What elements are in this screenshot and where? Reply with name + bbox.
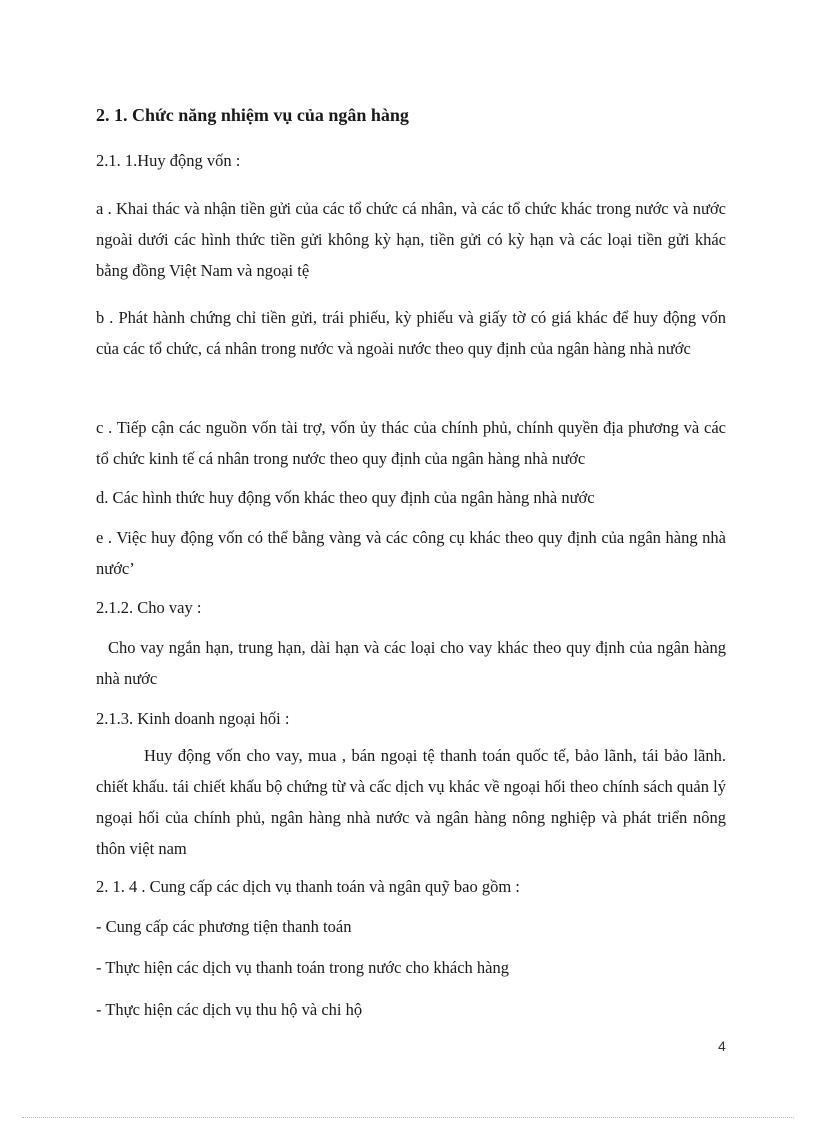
paragraph-ngoai-hoi: Huy động vốn cho vay, mua , bán ngoại tệ thanh toán quốc tế, bảo lãnh, tái bảo lãnh. chiết khấu. tái chiết khấu bộ chứng từ và cấc dịch vụ khác về ngoại hối theo chính sách quản lý ngoại hối của chính phủ, ngân hàng nhà nước và ngân hàng nông nghiệp và phát triển nông thôn việt nam	[96, 746, 726, 858]
paragraph-cho-vay: Cho vay ngắn hạn, trung hạn, dài hạn và các loại cho vay khác theo quy định của ngân hàng nhà nước	[96, 638, 726, 688]
subsection-title-cho-vay: 2.1.2. Cho vay :	[96, 598, 202, 617]
paragraph-item-a: a . Khai thác và nhận tiền gửi của các tổ chức cá nhân, và các tổ chức khác trong nước và nước ngoài dưới các hình thức tiền gửi không kỳ hạn, tiền gửi có kỳ hạn và các loại tiền gửi khác bằng đồng Việt Nam và ngoại tệ	[96, 199, 726, 280]
bullet-item-thanh-toan-trong-nuoc: - Thực hiện các dịch vụ thanh toán trong nước cho khách hàng	[96, 958, 510, 977]
paragraph-item-e: e . Việc huy động vốn có thể bằng vàng và các công cụ khác theo quy định của ngân hàng nhà nước’	[96, 528, 726, 578]
page-bottom-divider	[22, 1117, 794, 1118]
subsection-title-thanh-toan: 2. 1. 4 . Cung cấp các dịch vụ thanh toán và ngân quỹ bao gồm :	[96, 877, 520, 896]
paragraph-item-b: b . Phát hành chứng chỉ tiền gửi, trái phiếu, kỳ phiếu và giấy tờ có giá khác để huy động vốn của các tổ chức, cá nhân trong nước và ngoài nước theo quy định của ngân hàng nhà nước	[96, 308, 726, 358]
subsection-title-ngoai-hoi: 2.1.3. Kinh doanh ngoại hối :	[96, 709, 290, 728]
bullet-item-thu-ho-chi-ho: - Thực hiện các dịch vụ thu hộ và chi hộ	[96, 1000, 363, 1019]
bullet-item-phuong-tien: - Cung cấp các phương tiện thanh toán	[96, 917, 352, 936]
paragraph-item-d: d. Các hình thức huy động vốn khác theo quy định của ngân hàng nhà nước	[96, 488, 595, 507]
paragraph-item-c: c . Tiếp cận các nguồn vốn tài trợ, vốn ủy thác của chính phủ, chính quyền địa phương và các tổ chức kinh tế cá nhân trong nước theo quy định của ngân hàng nhà nước	[96, 418, 726, 468]
page-number: 4	[718, 1038, 726, 1054]
section-heading: 2. 1. Chức năng nhiệm vụ của ngân hàng	[96, 105, 409, 125]
subsection-title-huy-dong-von: 2.1. 1.Huy động vốn :	[96, 151, 241, 170]
